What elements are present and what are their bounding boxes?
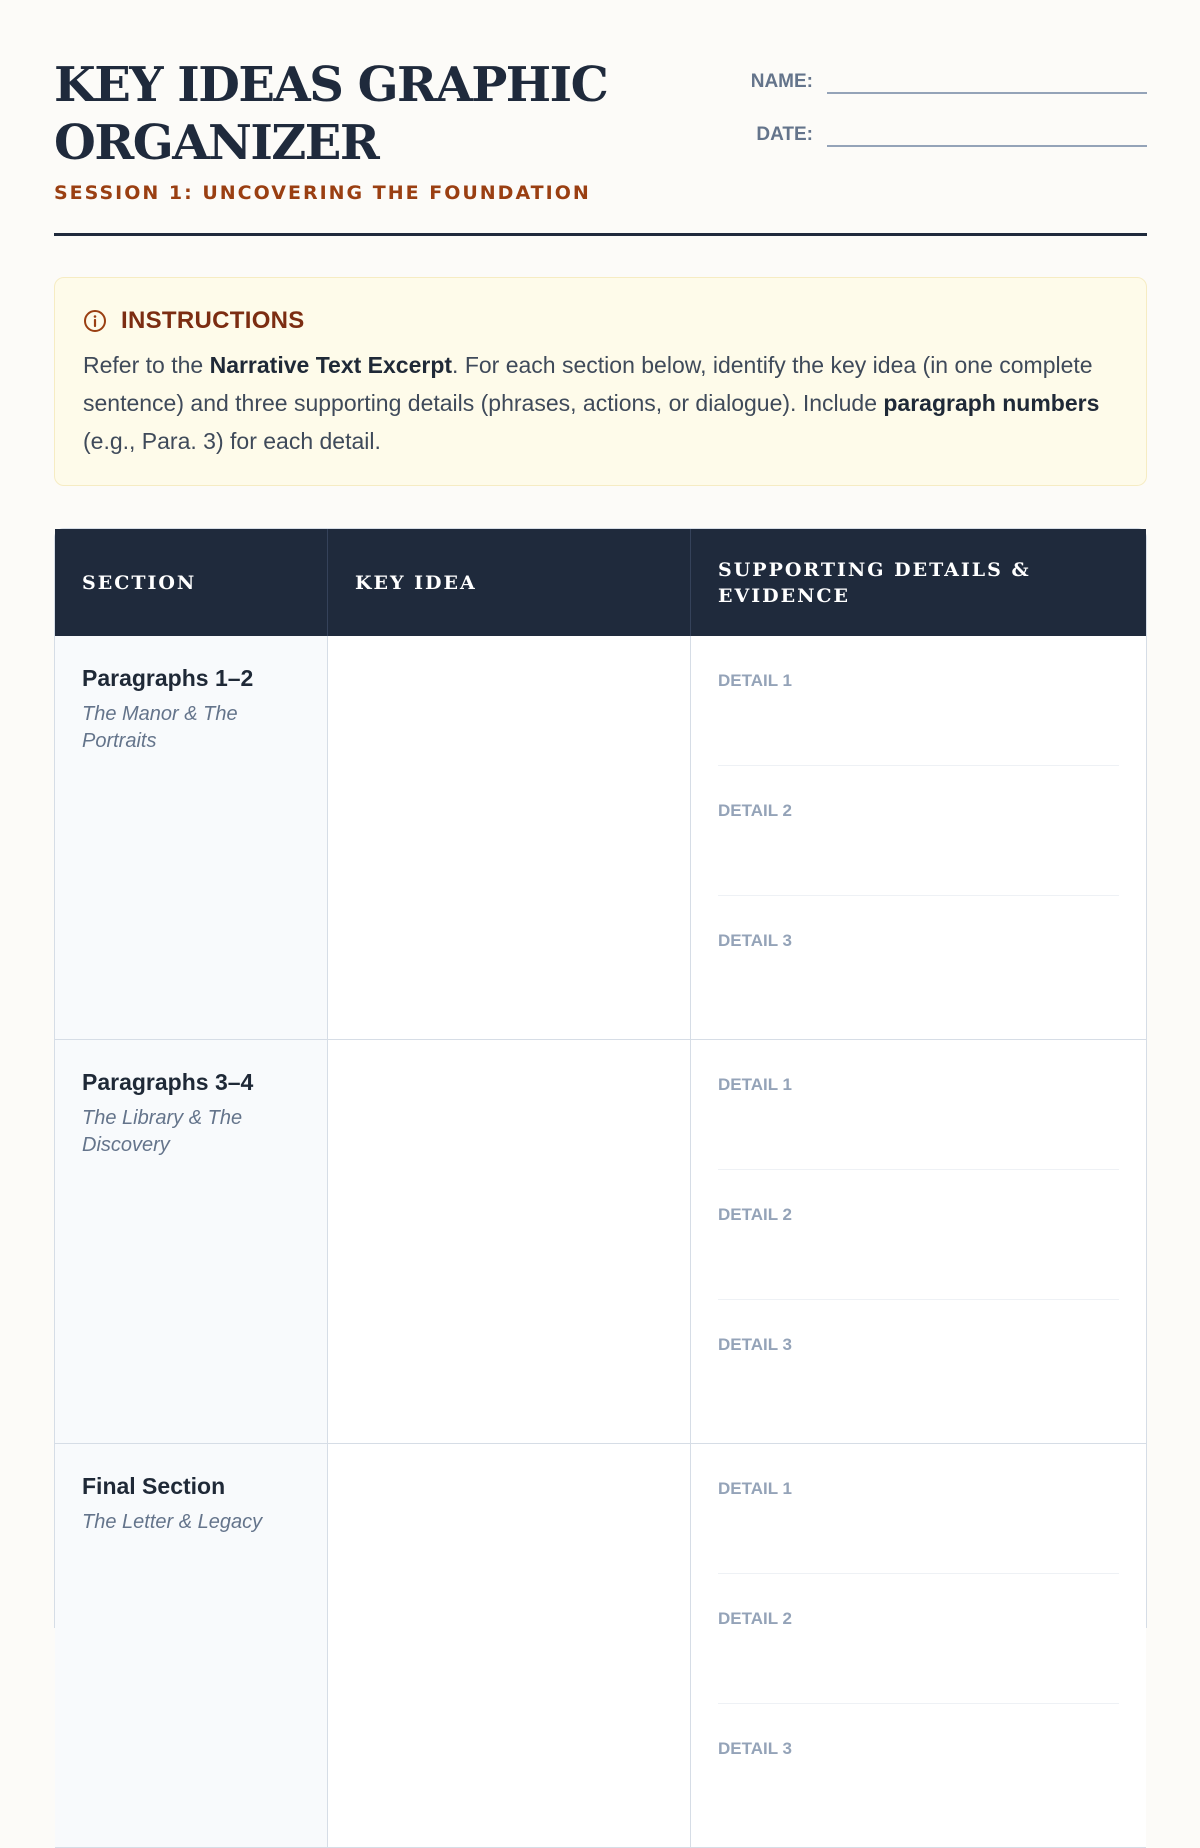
detail-label: DETAIL 2 [718,801,792,820]
detail-slot[interactable] [718,1704,1119,1834]
instructions-title: INSTRUCTIONS [121,307,305,334]
column-header-key-idea: KEY IDEA [328,529,691,636]
instructions-box [54,277,1147,486]
instructions-text [83,346,1118,460]
detail-slot[interactable] [718,1040,1119,1170]
detail-label: DETAIL 1 [718,671,792,690]
section-cell [55,1444,328,1847]
key-idea-cell[interactable] [328,1040,691,1443]
instructions-text-part: Refer to the [83,352,210,378]
key-idea-cell[interactable] [328,636,691,1039]
narrative-text-excerpt-emphasis: Narrative Text Excerpt [209,352,453,378]
section-title: Paragraphs 3–4 [82,1069,254,1095]
instructions-header [83,306,1118,336]
section-subtitle: The Library & The Discovery [82,1107,243,1156]
organizer-table [54,528,1147,1758]
details-cell [691,1444,1146,1847]
table-row [55,636,1146,1040]
section-subtitle: The Letter & Legacy [82,1511,263,1533]
detail-label: DETAIL 3 [718,1739,792,1758]
date-label: DATE: [756,124,813,145]
detail-slot[interactable] [718,1170,1119,1300]
date-row [713,113,1147,147]
detail-label: DETAIL 2 [718,1205,792,1224]
section-cell [55,1040,328,1443]
worksheet-page [54,0,1147,1758]
section-title: Final Section [82,1473,226,1499]
instructions-text-part: . For each section below, identify the key idea (in one complete sentence) and three supporting details (phrases, actions, or dialogue). Include [83,352,1093,416]
details-cell [691,1040,1146,1443]
name-field[interactable] [827,60,1147,94]
detail-label: DETAIL 1 [718,1075,792,1094]
section-title: Paragraphs 1–2 [82,665,254,691]
detail-slot[interactable] [718,1300,1119,1430]
info-icon [83,309,107,333]
table-row [55,1040,1146,1444]
instructions-text-part: (e.g., Para. 3) for each detail. [83,428,381,454]
page-title: KEY IDEAS GRAPHIC ORGANIZER [54,57,608,171]
session-subtitle: SESSION 1: UNCOVERING THE FOUNDATION [54,182,591,204]
detail-label: DETAIL 1 [718,1479,792,1498]
name-row [713,60,1147,94]
section-subtitle: The Manor & The Portraits [82,703,238,752]
table-header [55,529,1146,636]
detail-label: DETAIL 3 [718,1335,792,1354]
detail-slot[interactable] [718,766,1119,896]
detail-label: DETAIL 3 [718,931,792,950]
detail-slot[interactable] [718,896,1119,1026]
table-row [55,1444,1146,1848]
detail-slot[interactable] [718,1574,1119,1704]
key-idea-cell[interactable] [328,1444,691,1847]
details-cell [691,636,1146,1039]
worksheet-header [54,0,1147,236]
column-header-section: SECTION [55,529,328,636]
detail-label: DETAIL 2 [718,1609,792,1628]
section-cell [55,636,328,1039]
detail-slot[interactable] [718,636,1119,766]
name-label: NAME: [750,71,813,92]
column-header-supporting-details: SUPPORTING DETAILS & EVIDENCE [718,558,1031,607]
detail-slot[interactable] [718,1444,1119,1574]
paragraph-numbers-emphasis: paragraph numbers [883,390,1100,416]
date-field[interactable] [827,113,1147,147]
